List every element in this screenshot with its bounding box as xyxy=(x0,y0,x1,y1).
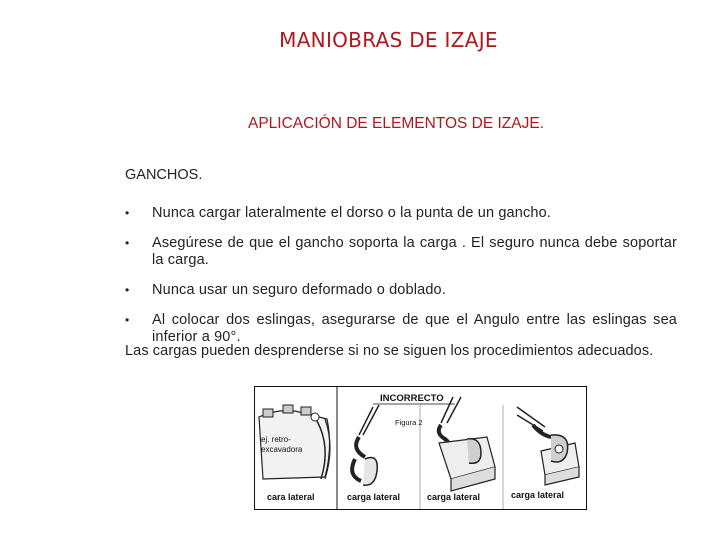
hook-panel-1 xyxy=(352,405,379,485)
page-title: MANIOBRAS DE IZAJE xyxy=(279,28,498,52)
page-subtitle: APLICACIÓN DE ELEMENTOS DE IZAJE. xyxy=(248,115,545,132)
hook-illustration xyxy=(255,387,586,509)
figure-label-4: carga lateral xyxy=(511,490,565,500)
bullet-icon: • xyxy=(125,283,130,297)
bullet-text: Al colocar dos eslingas, asegurarse de que el Angulo entre las eslingas sea inferior a 90°. xyxy=(152,312,677,345)
bullet-icon: • xyxy=(125,313,130,327)
list-item xyxy=(125,205,677,222)
closing-paragraph: Las cargas pueden desprenderse si no se siguen los procedimientos adecuados. xyxy=(125,343,654,359)
figure-label-1: cara lateral xyxy=(267,492,315,502)
excavator-label-line1: ej. retro- xyxy=(261,435,291,444)
bullet-icon: • xyxy=(125,236,130,250)
figure-label-3: carga lateral xyxy=(427,492,481,502)
bullet-text: Nunca usar un seguro deformado o doblado. xyxy=(152,282,446,298)
list-item xyxy=(125,312,677,346)
hook-panel-3 xyxy=(517,407,579,485)
excavator-label-line2: excavadora xyxy=(261,445,303,454)
hook-panel-2 xyxy=(439,397,495,491)
bullet-list xyxy=(125,205,677,359)
figure-heading: INCORRECTO xyxy=(380,393,444,404)
figure-label-2: carga lateral xyxy=(347,492,401,502)
hook-figure xyxy=(254,386,587,510)
figure-caption: Figura 2 xyxy=(395,418,423,427)
bullet-text: Nunca cargar lateralmente el dorso o la punta de un gancho. xyxy=(152,205,551,221)
list-item xyxy=(125,282,677,299)
list-item xyxy=(125,235,677,269)
bullet-icon: • xyxy=(125,206,130,220)
bullet-text: Asegúrese de que el gancho soporta la carga . El seguro nunca debe soportar la carga. xyxy=(152,235,677,268)
section-heading: GANCHOS. xyxy=(125,167,203,183)
